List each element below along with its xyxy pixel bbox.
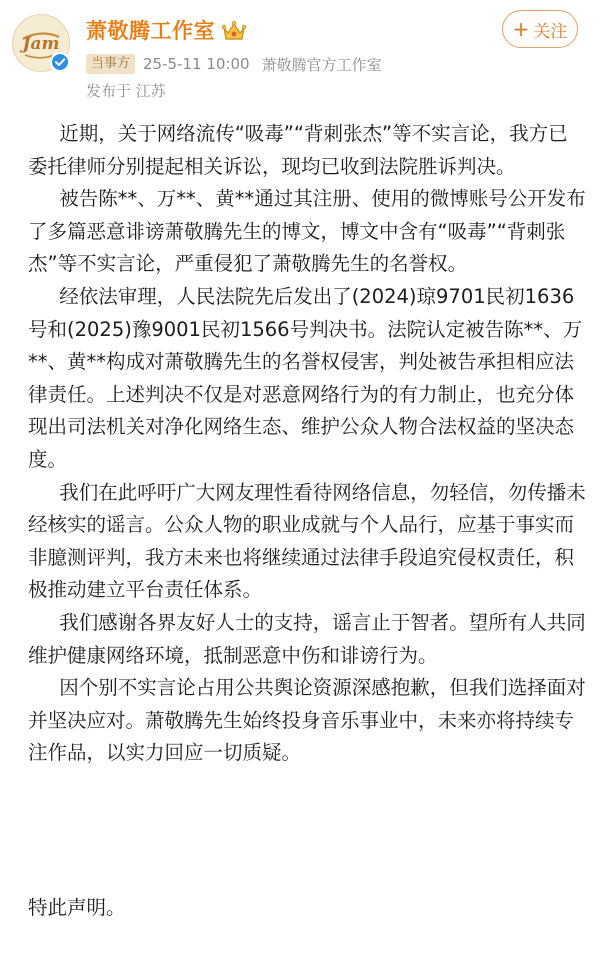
paragraph: 近期，关于网络流传“吸毒”“背刺张杰”等不实言论，我方已委托律师分别提起相关诉讼，现均已收到法院胜诉判决。 bbox=[28, 122, 568, 178]
crown-icon bbox=[221, 20, 247, 42]
follow-label: 关注 bbox=[533, 21, 568, 42]
verified-icon bbox=[50, 52, 70, 72]
post-location: 发布于 江苏 bbox=[86, 82, 166, 100]
username[interactable]: 萧敬腾工作室 bbox=[86, 19, 215, 43]
post-source: 萧敬腾官方工作室 bbox=[261, 55, 382, 74]
closing-statement: 特此声明。 bbox=[28, 896, 126, 919]
post-body bbox=[28, 118, 586, 919]
paragraph: 被告陈**、万**、黄**通过其注册、使用的微博账号公开发布了多篇恶意诽谤萧敬腾先生的博文，博文中含有“吸毒”“背刺张杰”等不实言论，严重侵犯了萧敬腾先生的名誉权。 bbox=[28, 187, 586, 276]
party-tag: 当事方 bbox=[86, 54, 135, 74]
svg-text:Jam: Jam bbox=[22, 34, 60, 54]
paragraph: 我们在此呼吁广大网友理性看待网络信息，勿轻信，勿传播未经核实的谣言。公众人物的职业成就与个人品行，应基于事实而非臆测评判，我方未来也将继续通过法律手段追究侵权责任，积极推动建立平台责任体系。 bbox=[28, 480, 586, 602]
post-date: 25-5-11 10:00 bbox=[143, 55, 250, 73]
paragraph: 经依法审理，人民法院先后发出了(2024)琼9701民初1636号和(2025)豫9001民初1566号判决书。法院认定被告陈**、万**、黄**构成对萧敬腾先生的名誉权侵害，判处被告承担相应法律责任。上述判决不仅是对恶意网络行为的有力制止，也充分体现出司法机关对净化网络生态、维护公众人物合法权益的坚决态度。 bbox=[28, 284, 583, 471]
paragraph: 我们感谢各界友好人士的支持，谣言止于智者。望所有人共同维护健康网络环境，抵制恶意中伤和诽谤行为。 bbox=[28, 610, 586, 667]
username-row bbox=[86, 16, 247, 46]
meta-row bbox=[86, 52, 382, 76]
plus-icon: + bbox=[512, 17, 530, 41]
paragraph: 因个别不实言论占用公共舆论资源深感抱歉，但我们选择面对并坚决应对。萧敬腾先生始终投身音乐事业中，未来亦将持续专注作品，以实力回应一切质疑。 bbox=[28, 676, 586, 765]
post-header bbox=[0, 0, 600, 110]
follow-button[interactable] bbox=[502, 10, 578, 48]
